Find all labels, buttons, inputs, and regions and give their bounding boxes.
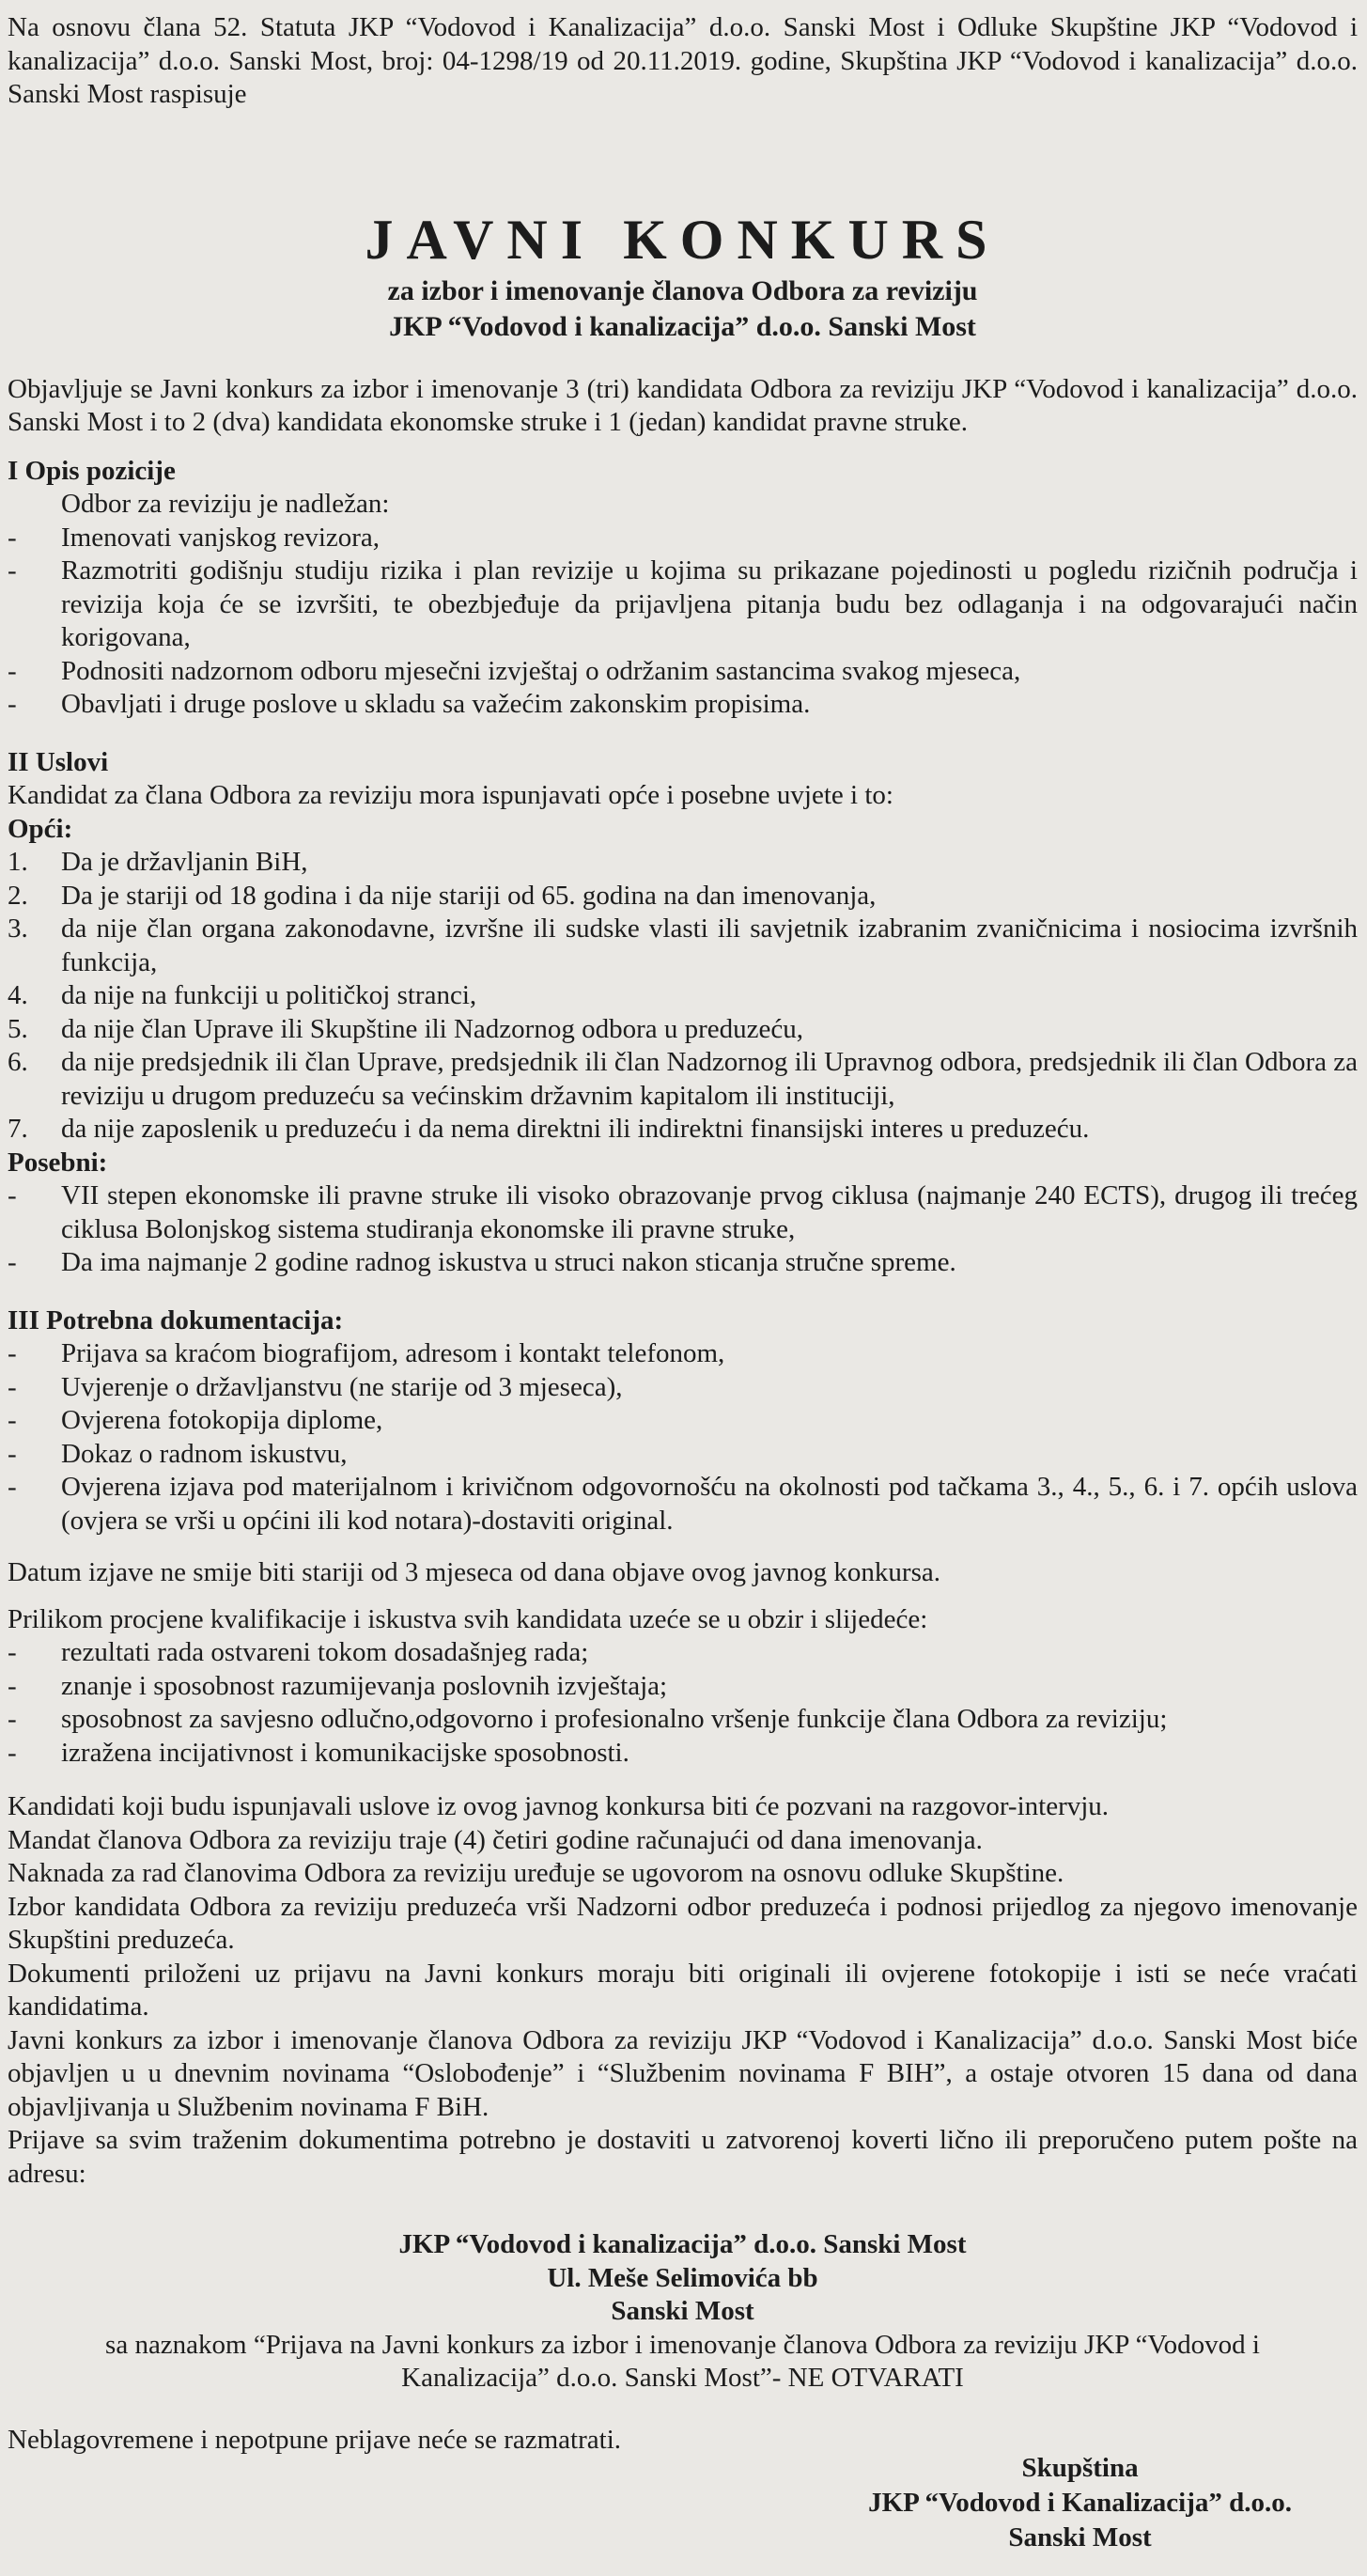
subheading-opci: Opći: xyxy=(8,813,73,844)
list-item: - znanje i sposobnost razumijevanja poslovnih izvještaja; xyxy=(8,1670,668,1701)
documents-list xyxy=(8,1337,1358,1538)
list-item: 6. da nije predsjednik ili član Uprave, predsjednik ili član Nadzornog ili Upravnog odbora, predsjednik ili član Odbora za reviziju u drugom preduzeću sa većinskim državnim kapitalom ili instituciji, xyxy=(8,1047,1358,1111)
document-title: JAVNI KONKURS xyxy=(365,208,1001,271)
list-item: - rezultati rada ostvareni tokom dosadašnjeg rada; xyxy=(8,1637,589,1667)
list-item: 5. da nije član Uprave ili Skupštine ili Nadzornog odbora u preduzeću, xyxy=(8,1013,804,1044)
list-item: - Obavljati i druge poslove u skladu sa važećim zakonskim propisima. xyxy=(8,689,811,719)
section-heading-dokumentacija: III Potrebna dokumentacija: xyxy=(8,1304,344,1335)
section-lead: Odbor za reviziju je nadležan: xyxy=(61,489,390,519)
late-applications-note: Neblagovremene i nepotpune prijave neće se razmatrati. xyxy=(8,2424,621,2455)
address-line: JKP “Vodovod i kanalizacija” d.o.o. Sanski Most xyxy=(398,2229,967,2259)
closing-paragraph: Naknada za rad članovima Odbora za reviziju uređuje se ugovorom na osnovu odluke Skupštine. xyxy=(8,1858,1064,1888)
list-item: - Prijava sa kraćom biografijom, adresom i kontakt telefonom, xyxy=(8,1338,725,1368)
list-item: 7. da nije zaposlenik u preduzeću i da nema direktni ili indirektni finansijski interes u preduzeću. xyxy=(8,1114,1090,1144)
closing-paragraph: Mandat članova Odbora za reviziju traje (4) četiri godine računajući od dana imenovanja. xyxy=(8,1824,983,1855)
address-line: Ul. Meše Selimovića bb xyxy=(547,2262,818,2293)
list-item: 2. Da je stariji od 18 godina i da nije stariji od 65. godina na dan imenovanja, xyxy=(8,880,877,911)
signature-line: Sanski Most xyxy=(1008,2522,1152,2553)
special-conditions-list xyxy=(8,1179,1358,1280)
signature-block xyxy=(868,2451,1292,2555)
closing-paragraph: Prijave sa svim traženim dokumentima potrebno je dostaviti u zatvorenoj koverti lično ili preporučeno putem pošte na adresu: xyxy=(8,2125,1358,2189)
duties-list xyxy=(8,522,1358,722)
signature-line: JKP “Vodovod i Kanalizacija” d.o.o. xyxy=(868,2488,1292,2518)
list-item: - Razmotriti godišnju studiju rizika i plan revizije u kojima su prikazane pojedinosti u pogledu rizičnih područja i revizija koja će se izvršiti, te obezbjeđuje da prijavljena pitanja budu bez odlaganja i na odgovarajući način korigovana, xyxy=(8,555,1358,652)
closing-paragraph: Javni konkurs za izbor i imenovanje članova Odbora za reviziju JKP “Vodovod i Kanalizacija” d.o.o. Sanski Most biće objavljen u u dnevnim novinama “Oslobođenje” i “Službenim novinama F BIH”, a ostaje otvoren 15 dana od dana objavljivanja u Službenim novinama F BiH. xyxy=(8,2024,1358,2122)
list-item: - Ovjerena izjava pod materijalnom i krivičnom odgovornošću na okolnosti pod tačkama 3., 4., 5., 6. i 7. općih uslova (ovjera se vrši u općini ili kod notara)-dostaviti original. xyxy=(8,1472,1358,1536)
closing-paragraphs xyxy=(8,1790,1358,2191)
intro-paragraph: Na osnovu člana 52. Statuta JKP “Vodovod i Kanalizacija” d.o.o. Sanski Most i Odluke Skupštine JKP “Vodovod i kanalizacija” d.o.o. Sanski Most, broj: 04-1298/19 od 20.11.2019. godine, Skupština JKP “Vodovod i kanalizacija” d.o.o. Sanski Most raspisuje xyxy=(8,12,1358,109)
closing-paragraph: Dokumenti priloženi uz prijavu na Javni konkurs moraju biti originali ili ovjerene fotokopije i isti se neće vraćati kandidatima. xyxy=(8,1958,1358,2022)
announcement-paragraph: Objavljuje se Javni konkurs za izbor i imenovanje 3 (tri) kandidata Odbora za reviziju JKP “Vodovod i kanalizacija” d.o.o. Sanski Most i to 2 (dva) kandidata ekonomske struke i 1 (jedan) kandidat pravne struke. xyxy=(8,373,1358,437)
list-item: - VII stepen ekonomske ili pravne struke ili visoko obrazovanje prvog ciklusa (najmanje 240 ECTS), drugog ili trećeg ciklusa Bolonjskog sistema studiranja ekonomske ili pravne struke, xyxy=(8,1180,1358,1244)
list-item: 1. Da je državljanin BiH, xyxy=(8,847,308,877)
document-subtitle xyxy=(8,273,1358,345)
list-item: - izražena incijativnost i komunikacijske sposobnosti. xyxy=(8,1737,629,1768)
list-item: - Imenovati vanjskog revizora, xyxy=(8,522,381,553)
list-item: 4. da nije na funkciji u političkoj stranci, xyxy=(8,980,477,1010)
list-item: - sposobnost za savjesno odlučno,odgovorno i profesionalno vršenje funkcije člana Odbora za reviziju; xyxy=(8,1704,1168,1734)
address-line: Sanski Most xyxy=(611,2296,754,2326)
subtitle-line: JKP “Vodovod i kanalizacija” d.o.o. Sanski Most xyxy=(389,310,976,342)
general-conditions-list xyxy=(8,846,1358,1147)
closing-paragraph: Izbor kandidata Odbora za reviziju preduzeća vrši Nadzorni odbor preduzeća i podnosi prijedlog za njegovo imenovanje Skupštini preduzeća. xyxy=(8,1891,1358,1955)
criteria-list xyxy=(8,1636,1358,1770)
list-item: - Da ima najmanje 2 godine radnog iskustva u struci nakon sticanja stručne spreme. xyxy=(8,1247,956,1277)
signature-line: Skupština xyxy=(1021,2453,1139,2483)
closing-paragraph: Kandidati koji budu ispunjavali uslove iz ovog javnog konkursa biti će pozvani na razgovor-intervju. xyxy=(8,1791,1110,1821)
list-item: - Ovjerena fotokopija diplome, xyxy=(8,1405,383,1435)
section-heading-uslovi: II Uslovi xyxy=(8,746,109,777)
section-lead: Kandidat za člana Odbora za reviziju mora ispunjavati opće i posebne uvjete i to: xyxy=(8,780,893,810)
list-item: 3. da nije član organa zakonodavne, izvršne ili sudske vlasti ili savjetnik izabranim zvaničnicima i nosiocima izvršnih funkcija, xyxy=(8,913,1358,977)
envelope-note: sa naznakom “Prijava na Javni konkurs za izbor i imenovanje članova Odbora za reviziju JKP “Vodovod i Kanalizacija” d.o.o. Sanski Most”- NE OTVARATI xyxy=(105,2329,1260,2393)
list-item: - Podnositi nadzornom odboru mjesečni izvještaj o održanim sastancima svakog mjeseca, xyxy=(8,655,1021,686)
subheading-posebni: Posebni: xyxy=(8,1147,108,1178)
list-item: - Dokaz o radnom iskustvu, xyxy=(8,1438,348,1469)
mailing-address xyxy=(8,2228,1358,2329)
criteria-lead: Prilikom procjene kvalifikacije i iskustva svih kandidata uzeće se u obzir i slijedeće: xyxy=(8,1603,928,1634)
list-item: - Uvjerenje o državljanstvu (ne starije od 3 mjeseca), xyxy=(8,1371,623,1402)
date-note: Datum izjave ne smije biti stariji od 3 mjeseca od dana objave ovog javnog konkursa. xyxy=(8,1557,940,1587)
section-heading-opis-pozicije: I Opis pozicije xyxy=(8,455,176,486)
subtitle-line: za izbor i imenovanje članova Odbora za reviziju xyxy=(387,274,978,306)
